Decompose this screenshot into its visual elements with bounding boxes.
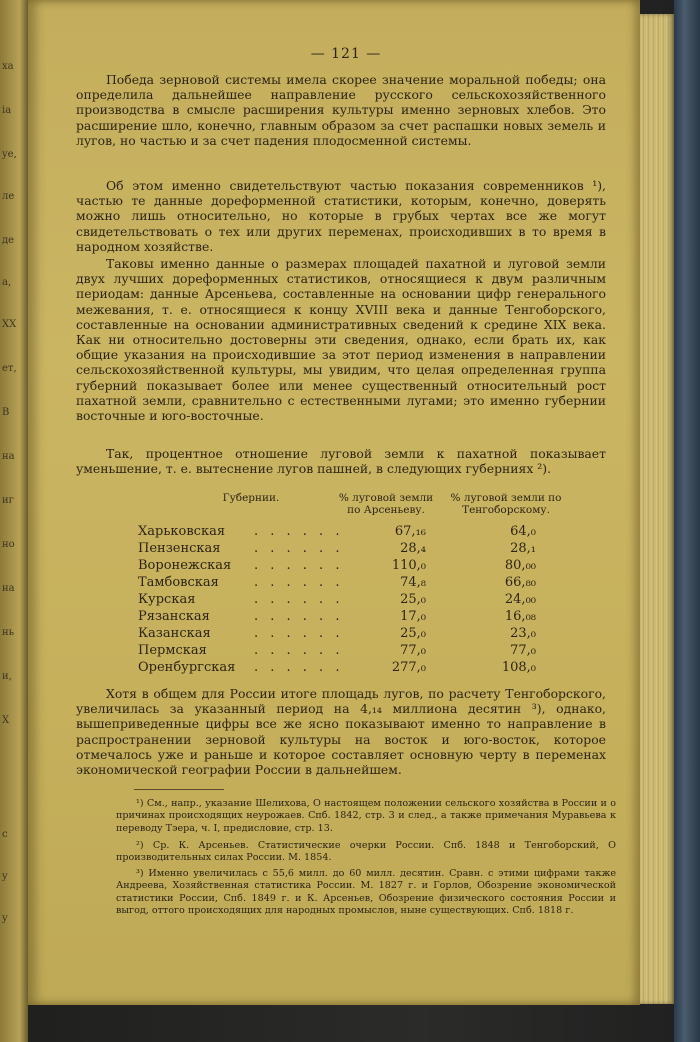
paragraph-3: Таковы именно данные о размерах площадей пахатной и луговой земли двух лучших дореформенных статистиков, относящиеся к двум различным периодам: данные Арсеньева, составленные на основании цифр генерального межевания, т. е. относящиеся к концу XVIII века и данные Тенгоборского, составленные на основании административных сведений к средине XIX века. Как ни относительно достоверны эти сведения, однако, если брать их, как общие указания на происходившие за этот период изменения в направлении сельскохозяйственной культуры, мы увидим, что целая определенная группа губерний показывает более или менее существенный относительный рост пахатной земли, сравнительно с естественными лугами; это именно губернии восточные и юго-восточные. (76, 256, 606, 424)
footnote-2: ²) Ср. К. Арсеньев. Статистические очерки России. Спб. 1848 и Тенгоборский, О производительных силах России. М. 1854. (116, 840, 616, 864)
table-row (76, 592, 616, 608)
left-fragment: X (2, 715, 10, 726)
left-fragment: В (2, 407, 10, 418)
paragraph-5: Хотя в общем для России итоге площадь лугов, по расчету Тенгоборского, увеличилась за указанный период на 4,₁₄ миллиона десятин ³), однако, вышеприведенные цифры все же ясно показывают именно то направление в распространении зерновой культуры на восток и юго-восток, которое отмечалось уже и раньше и которое составляет основную черту в переменах экономической географии России в дальнейшем. (76, 686, 606, 778)
left-fragment: но (2, 539, 15, 550)
gubernia-name: Харьковская (138, 524, 226, 539)
left-fragment: и, (2, 671, 12, 682)
leader-dots: . . . . . . (254, 575, 344, 590)
tengoborsky-value: 108,₀ (501, 660, 536, 675)
left-fragment: ia (2, 105, 12, 116)
table-header-arseniev: % луговой земли по Арсеньеву. (338, 492, 434, 516)
left-fragment: ye, (2, 149, 17, 160)
leader-dots: . . . . . . (254, 660, 344, 675)
gubernia-name: Рязанская (138, 609, 210, 624)
gubernia-name: Воронежская (138, 558, 232, 573)
tengoborsky-value: 77,₀ (510, 643, 536, 658)
left-fragment: ет, (2, 363, 17, 374)
paragraph-1: Победа зерновой системы имела скорее значение моральной победы; она определила дальнейшее направление русского сельскохозяйственного производства в смысле расширения культуры именно зерновых хлебов. Это расширение шло, конечно, главным образом за счет распашки новых земель и лугов, но частью и за счет падения плодосменной системы. (76, 72, 606, 148)
arseniev-value: 110,₀ (391, 558, 426, 573)
arseniev-value: 74,₈ (400, 575, 426, 590)
table-row (76, 609, 616, 625)
left-fragment: a, (2, 277, 12, 288)
tengoborsky-value: 80,₀₀ (504, 558, 536, 573)
left-fragment: ле (2, 191, 15, 202)
left-fragment: на (2, 583, 15, 594)
leader-dots: . . . . . . (254, 558, 344, 573)
left-fragment: c (2, 829, 8, 840)
table-row (76, 524, 616, 540)
arseniev-value: 25,₀ (400, 592, 426, 607)
left-fragment: нь (2, 627, 15, 638)
table-row (76, 626, 616, 642)
gubernia-name: Оренбургская (138, 660, 236, 675)
arseniev-value: 28,₄ (400, 541, 426, 556)
table-row (76, 541, 616, 557)
left-fragment: XX (2, 319, 17, 330)
leader-dots: . . . . . . (254, 643, 344, 658)
left-page-strip (0, 0, 28, 1042)
table-header-gubernii: Губернии. (222, 492, 280, 504)
footnote-3: ³) Именно увеличилась с 55,6 милл. до 60 милл. десятин. Сравн. с этими цифрами также Андреева, Хозяйственная статистика России. М. 1827 г. и Горлов, Обозрение экономической статистики России, Спб. 1849 г. и К. Арсеньев, Обозрение физического состояния России и выгод, оттого происходящих для народных промыслов, ныне существующих. Спб. 1818 г. (116, 868, 616, 917)
gubernia-name: Курская (138, 592, 196, 607)
book-cover (674, 0, 700, 1042)
page-block-edge (640, 14, 674, 1004)
left-fragment: y (2, 913, 8, 924)
tengoborsky-value: 16,₀₈ (504, 609, 536, 624)
tengoborsky-value: 28,₁ (510, 541, 536, 556)
left-fragment: y (2, 871, 8, 882)
tengoborsky-value: 66,₈₀ (504, 575, 536, 590)
table-row (76, 643, 616, 659)
leader-dots: . . . . . . (254, 592, 344, 607)
arseniev-value: 17,₀ (400, 609, 426, 624)
gubernia-name: Пензенская (138, 541, 221, 556)
footnote-divider (134, 789, 224, 790)
table-header-tengoborsky: % луговой земли по Тенгоборскому. (450, 492, 562, 516)
left-fragment: иг (2, 495, 14, 506)
gubernia-name: Пермская (138, 643, 207, 658)
left-fragment: xa (2, 61, 14, 72)
arseniev-value: 67,₁₆ (394, 524, 426, 539)
table-row (76, 660, 616, 676)
arseniev-value: 277,₀ (391, 660, 426, 675)
leader-dots: . . . . . . (254, 609, 344, 624)
paragraph-4: Так, процентное отношение луговой земли к пахатной показывает уменьшение, т. е. вытеснение лугов пашней, в следующих губерниях ²). (76, 446, 606, 477)
page-number: — 121 — (310, 46, 382, 62)
leader-dots: . . . . . . (254, 524, 344, 539)
arseniev-value: 25,₀ (400, 626, 426, 641)
leader-dots: . . . . . . (254, 541, 344, 556)
left-fragment: на (2, 451, 15, 462)
table-row (76, 558, 616, 574)
gubernia-name: Казанская (138, 626, 211, 641)
footnote-1: ¹) См., напр., указание Шелихова, О настоящем положении сельского хозяйства в России и о причинах происходящих неурожаев. Спб. 1842, стр. 3 и след., а также примечания Муравьева к переводу Тэера, ч. I, предисловие, стр. 13. (116, 798, 616, 834)
table-row (76, 575, 616, 591)
tengoborsky-value: 24,₀₀ (504, 592, 536, 607)
paragraph-2: Об этом именно свидетельствуют частью показания современников ¹), частью те данные дореформенной статистики, которым, конечно, доверять можно лишь относительно, но которые в грубых чертах все же могут свидетельствовать о тех или других переменах, происходивших в то время в народном хозяйстве. (76, 178, 606, 254)
tengoborsky-value: 64,₀ (510, 524, 536, 539)
arseniev-value: 77,₀ (400, 643, 426, 658)
left-fragment: де (2, 235, 15, 246)
gubernia-name: Тамбовская (138, 575, 219, 590)
tengoborsky-value: 23,₀ (510, 626, 536, 641)
leader-dots: . . . . . . (254, 626, 344, 641)
book-page (28, 0, 640, 1005)
